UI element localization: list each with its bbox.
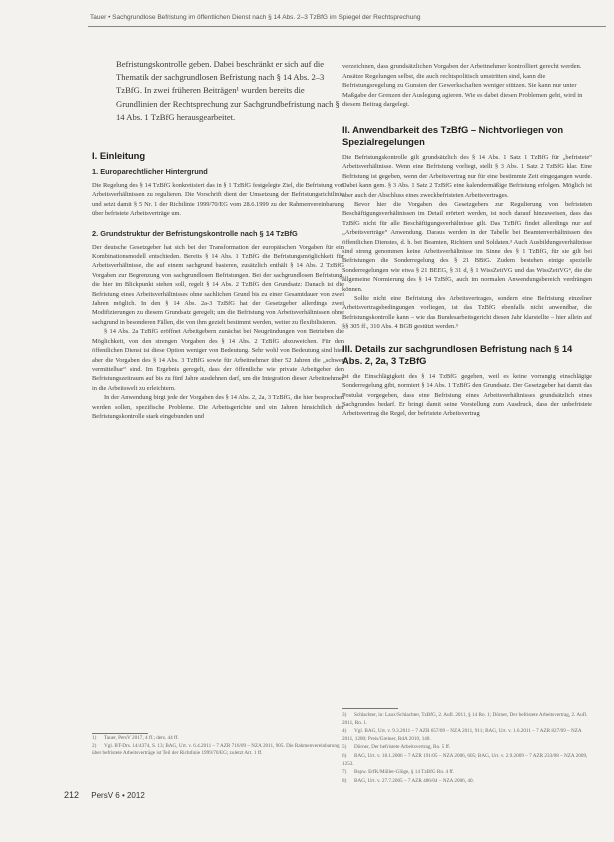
page-number: 212 <box>64 790 80 800</box>
footnote: 7) Bspw. ErfK/Müller-Glöge, § 14 TzBfG Rn. 4 ff. <box>342 769 455 776</box>
section-heading-anwendbarkeit: II. Anwendbarkeit des TzBfG – Nichtvorliegen von Spezialregelungen <box>342 123 564 147</box>
right-column <box>342 62 592 419</box>
body-paragraph: Der deutsche Gesetzgeber hat sich bei der Transformation der europäischen Vorgaben für ein Kombinationsmodell entschieden. Bereits § 14 Abs. 1 TzBfG die Befristungsmöglichkeit für Arbeitsverhältnisse, die auf einem sachgrund basieren, zusätzlich enthält § 14 Abs. 2 TzBfG Vorgaben zur Begrenzung von sachgrundlosen Befristungen. Bei der sachgrundlosen Befristung, die hier im Blickpunkt stehen soll, regelt § 14 Abs. 2 TzBfG den Grundsatz: Danach ist die Befristung eines Arbeitsverhältnisses ohne sachlichen Grund bis zu einer Gesamtdauer von zwei Jahren möglich. In den § 14 Abs. 2a-3 TzBfG hat der Gesetzgeber allerdings zwei Modifizierungen zu diesem Grundsatz geregelt; um die Befristung von Arbeitsverhältnissen ohne sachgrund in besonderen Fällen, die von ihm gezielt bestimmt werden, weiter zu flexibilisieren. <box>92 243 344 326</box>
footnote-divider <box>342 708 398 709</box>
header-divider <box>88 26 606 27</box>
body-paragraph: In der Anwendung birgt jede der Vorgaben des § 14 Abs. 2, 2a, 3 TzBfG, die hier besprochen werden sollen, spezifische Probleme. Die Arbeitsgerichte und ein Jahren hinsichtlich der Befristungskontrolle stark eingebunden und <box>92 394 344 420</box>
journal-issue: PersV 6 • 2012 <box>91 791 145 800</box>
body-paragraph: Die Befristungskontrolle gilt grundsätzlich des § 14 Abs. 1 Satz 1 TzBfG für „befristete“ Arbeitsverhältnisse. Wenn eine Befristung vorliegt, stellt § 3 Abs. 1 Satz 2 TzBfG klar. Eine Befristung ist gegeben, wenn der Arbeitsvertrag nur für eine bestimmte Zeit eingegangen wurde. Dabei kann gem. § 3 Abs. 1 Satz 2 TzBfG eine kalendermäßige Befristung erfolgen. Möglich ist aber auch der Abschluss eines zweckbefristeten Arbeitsvertrages. <box>342 153 592 199</box>
footnote-divider <box>92 733 148 734</box>
running-head: Tauer • Sachgrundlose Befristung im öffentlichen Dienst nach § 14 Abs. 2–3 TzBfG im Spiegel der Rechtsprechung <box>90 14 421 21</box>
page-footer <box>64 790 364 800</box>
footnote: 2) Vgl. BT-Drs. 14/4374, S. 13; BAG, Urt. v. 6.4.2011 – 7 AZR 716/09 – NZA 2011, 905. Die Rahmenvereinbarung über befristete Arbeitsverträge ist Teil der Richtlinie 1999/70/EG; zuletzt Art. 1 ff. <box>92 743 340 756</box>
subsection-heading-1: 1. Europarechtlicher Hintergrund <box>92 167 208 177</box>
footnotes-left <box>92 735 340 758</box>
intro-paragraph: Befristungskontrolle geben. Dabei beschränkt er sich auf die Thematik der sachgrundlosen Befristung nach § 14 Abs. 2–3 TzBfG. In zwei früheren Beiträgen¹ wurden bereits die Grundlinien der Rechtsprechung zur Sachgrundbefristung nach § 14 Abs. 1 TzBfG herausgearbeitet. <box>116 59 340 122</box>
footnote: 4) Vgl. BAG, Urt. v. 9.3.2011 – 7 AZR 657/09 – NZA 2011, 911; BAG, Urt. v. 1.6.2011 – 7 AZR 827/09 – NZA 2011, 1280; Preis/Greiner, RdA 2010, 148. <box>342 728 582 742</box>
footnotes-right <box>342 712 592 786</box>
section-heading-details: III. Details zur sachgrundlosen Befristung nach § 14 Abs. 2, 2a, 3 TzBfG <box>342 342 573 366</box>
footnote: 8) BAG, Urt. v. 27.7.2005 – 7 AZR 486/04 – NZA 2006, 40. <box>342 777 474 784</box>
left-column <box>92 58 344 421</box>
footnote: 3) Schlachter, in: Laux/Schlachter, TzBfG, 2. Aufl. 2011, § 14 Rn. 1; Dörner, Der befristete Arbeitsvertrag, 2. Aufl. 2011, Rn. 1. <box>342 712 588 726</box>
subsection-heading-2: 2. Grundstruktur der Befristungskontrolle nach § 14 TzBfG <box>92 228 298 238</box>
section-heading-einleitung: I. Einleitung <box>92 150 146 162</box>
body-paragraph: Ist die Einschlägigkeit des § 14 TzBfG gegeben, weil es keine vorrangig einschlägige Sonderregelung gibt, normiert § 14 Abs. 1 TzBfG den Grundsatz. Der Gesetzgeber hat damit das Postulat vorgegeben, dass eine Befristung eines Arbeitsverhältnisses grundsätzlich eines Sachgrundes bedarf. Er bringt damit seine Vorstellung zum Ausdruck, dass der unbefristete Arbeitsvertrag die Regel, der befristete Arbeitsvertrag <box>342 372 592 418</box>
body-paragraph: § 14 Abs. 2a TzBfG eröffnet Arbeitgebern zunächst bei Neugründungen von Betrieben die Möglichkeit, von den strengen Vorgaben des § 14 Abs. 2 TzBfG abzuweichen. Für den öffentlichen Dienst ist diese Option weniger von Bedeutung. Sehr wohl von Bedeutung sind hier aber die Vorgaben des § 14 Abs. 3 TzBfG sowie für Arbeitnehmer über 52 Jahren die „schwer vermittelbar“ sind. Im Ergebnis geregelt, dass der öffentliche wie private Arbeitgeber den Befristungszeitraum auf bis zu fünf Jahre ausdehnen darf, um die Integration dieser Arbeitnehmer in die Arbeitswelt zu erleichtern. <box>92 328 344 392</box>
body-paragraph: Die Regelung des § 14 TzBfG konkretisiert das in § 1 TzBfG festgelegte Ziel, die Befristung von Arbeitsverhältnissen zu regulieren. Die Vorschrift dient der Umsetzung der Befristungsrichtlinie und setzt damit § 5 Nr. 1 der Richtlinie 1999/70/EG vom 28.6.1999 zu der Rahmenvereinbarung über befristete Arbeitsverträge um. <box>92 182 344 218</box>
footnote: 5) Dörner, Der befristete Arbeitsvertrag, Rn. 5 ff. <box>342 744 451 751</box>
body-paragraph: Sollte nicht eine Befristung des Arbeitsvertrages, sondern eine Befristung einzelner Arbeitsvertragsbedingungen vorliegen, ist das TzBfG ebenfalls nicht anwendbar, die Befristungskontrolle kann – wie das Bundesarbeitsgericht diesen Jahr klarstellte – hier allein auf §§ 305 ff., 310 Abs. 4 BGB gestützt werden.⁵ <box>342 295 592 331</box>
footnote: 6) BAG, Urt. v. 18.1.2006 – 7 AZR 191/05 – NZA 2006, 605; BAG, Urt. v. 2.9.2009 – 7 AZR 233/08 – NZA 2009, 1253. <box>342 752 588 767</box>
intro-paragraph: verzeichnen, dass grundsätzlichen Vorgaben der Arbeitnehmer kontrolliert gerecht werden. Ansätze Regelungen selbst, die auch rechtspolitisch umstritten sind, kann die Befristungsregelung zu Gunsten der Gewerkschaften weniger stützen. Sie kann nur unter Maßgabe der Grenzen der Auslegung agieren. Wie es dabei diesen Problemen geht, wird in diesem Beitrag dargelegt. <box>342 63 583 109</box>
body-paragraph: Bevor hier die Vorgaben des Gesetzgebers zur Regulierung von befristeten Beschäftigungsverhältnissen im Detail erörtert werden, ist noch darauf hinzuweisen, dass das TzBfG nicht für alle Beschäftigungsverhältnisse gilt. Das TzBfG findet allerdings nur auf „Arbeitsverträge“ Anwendung. Daraus werden in der Tabelle bei Beamtenverhältnissen des öffentlichen Dienstes, d. h. bei Beamten, Richtern und Soldaten.³ Auch Ausbildungsverhältnisse sind streng genommen keine Arbeitsverhältnisse im Sinne des § 1 TzBfG, für sie gilt bei Befristungen die Sonderregelung des § 21 BBiG. Zudem bestehen einige spezielle Sonderregelungen wie etwa § 21 BEEG, § 31 d, § 1 WissZeitVG und das WissZeitVG⁴, die die allgemeine Normierung des § 14 TzBfG, auch im normalen Anwendungsbereich verdrängen können. <box>342 201 592 293</box>
footnote: 1) Tauer, PersV 2017, 4 ff.; ders. 44 ff. <box>92 735 179 741</box>
